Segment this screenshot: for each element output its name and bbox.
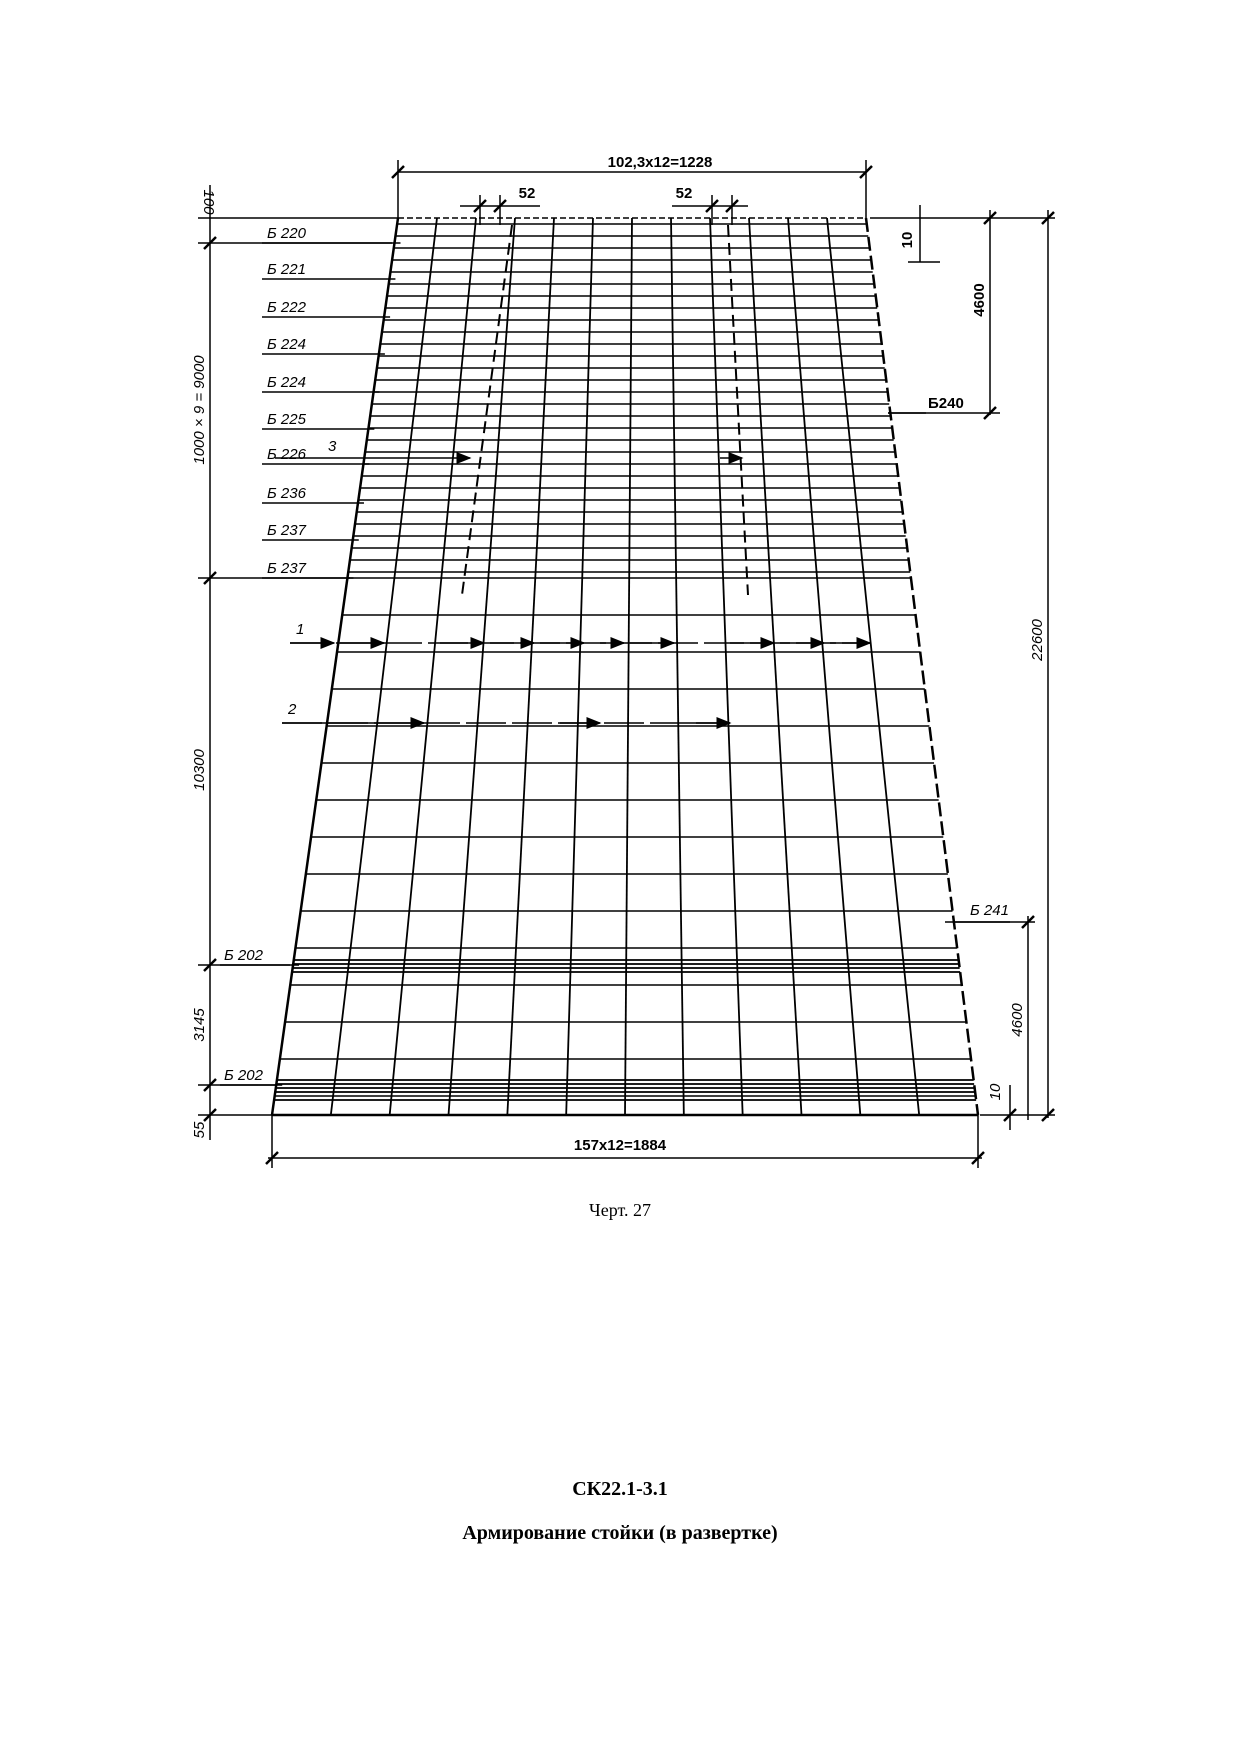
bottom-offset-label: 55 bbox=[191, 1121, 208, 1139]
vertical-bar bbox=[749, 218, 802, 1115]
bar-label: Б 222 bbox=[267, 299, 306, 316]
vertical-bar bbox=[625, 218, 632, 1115]
spacing-label-right: 52 bbox=[675, 185, 693, 202]
top-offset-label: 100 bbox=[200, 189, 217, 215]
right-bottom-offset-label: 10 bbox=[987, 1083, 1004, 1101]
position-marker-2: 2 bbox=[288, 701, 297, 718]
document-code: СК22.1-3.1 bbox=[572, 1478, 668, 1500]
spacing-marks bbox=[460, 195, 748, 225]
position-3-bars bbox=[462, 225, 748, 595]
column-outline bbox=[272, 218, 978, 1115]
bar-label-leaders bbox=[220, 243, 1010, 1085]
bar-label: Б 224 bbox=[267, 336, 306, 353]
vertical-bar bbox=[671, 218, 684, 1115]
position-marker-1: 1 bbox=[296, 621, 305, 638]
vertical-bar bbox=[390, 218, 476, 1115]
vertical-bar bbox=[507, 218, 554, 1115]
vertical-bar bbox=[788, 218, 860, 1115]
upper-zone-label: 1000 × 9 = 9000 bbox=[191, 355, 208, 465]
vertical-bar bbox=[449, 218, 516, 1115]
right-top-height-label: 4600 bbox=[971, 283, 988, 317]
right-bar-label-top: Б240 bbox=[928, 395, 964, 412]
bar-label: Б 226 bbox=[267, 446, 306, 463]
bar-label: Б 236 bbox=[267, 485, 306, 502]
bar-label: Б 237 bbox=[267, 522, 306, 539]
middle-zone-label: 10300 bbox=[191, 749, 208, 791]
right-bar-label-bottom: Б 241 bbox=[970, 902, 1009, 919]
document-title: Армирование стойки (в развертке) bbox=[462, 1522, 778, 1544]
vertical-bar bbox=[710, 218, 743, 1115]
lower-bar-label: Б 202 bbox=[224, 1067, 263, 1084]
bar-label: Б 224 bbox=[267, 374, 306, 391]
position-marker-3: 3 bbox=[328, 438, 337, 455]
vertical-bar bbox=[827, 218, 919, 1115]
spacing-label-left: 52 bbox=[518, 185, 536, 202]
lower-zone-label: 3145 bbox=[191, 1008, 208, 1042]
bar-label: Б 220 bbox=[267, 225, 306, 242]
total-height-label: 22600 bbox=[1029, 619, 1046, 661]
right-bottom-height-label: 4600 bbox=[1009, 1003, 1026, 1037]
lower-bar-label: Б 202 bbox=[224, 947, 263, 964]
bar-label: Б 221 bbox=[267, 261, 306, 278]
left-dimension-chain bbox=[198, 185, 398, 1140]
position-arrows bbox=[275, 458, 870, 723]
right-top-offset-label: 10 bbox=[899, 231, 916, 249]
bar-label: Б 225 bbox=[267, 411, 306, 428]
bottom-dimension-label: 157x12=1884 bbox=[573, 1137, 667, 1154]
vertical-bar bbox=[566, 218, 593, 1115]
figure-caption: Черт. 27 bbox=[589, 1200, 651, 1220]
top-dimension-label: 102,3x12=1228 bbox=[607, 154, 713, 171]
bar-label: Б 237 bbox=[267, 560, 306, 577]
vertical-bar bbox=[331, 218, 437, 1115]
